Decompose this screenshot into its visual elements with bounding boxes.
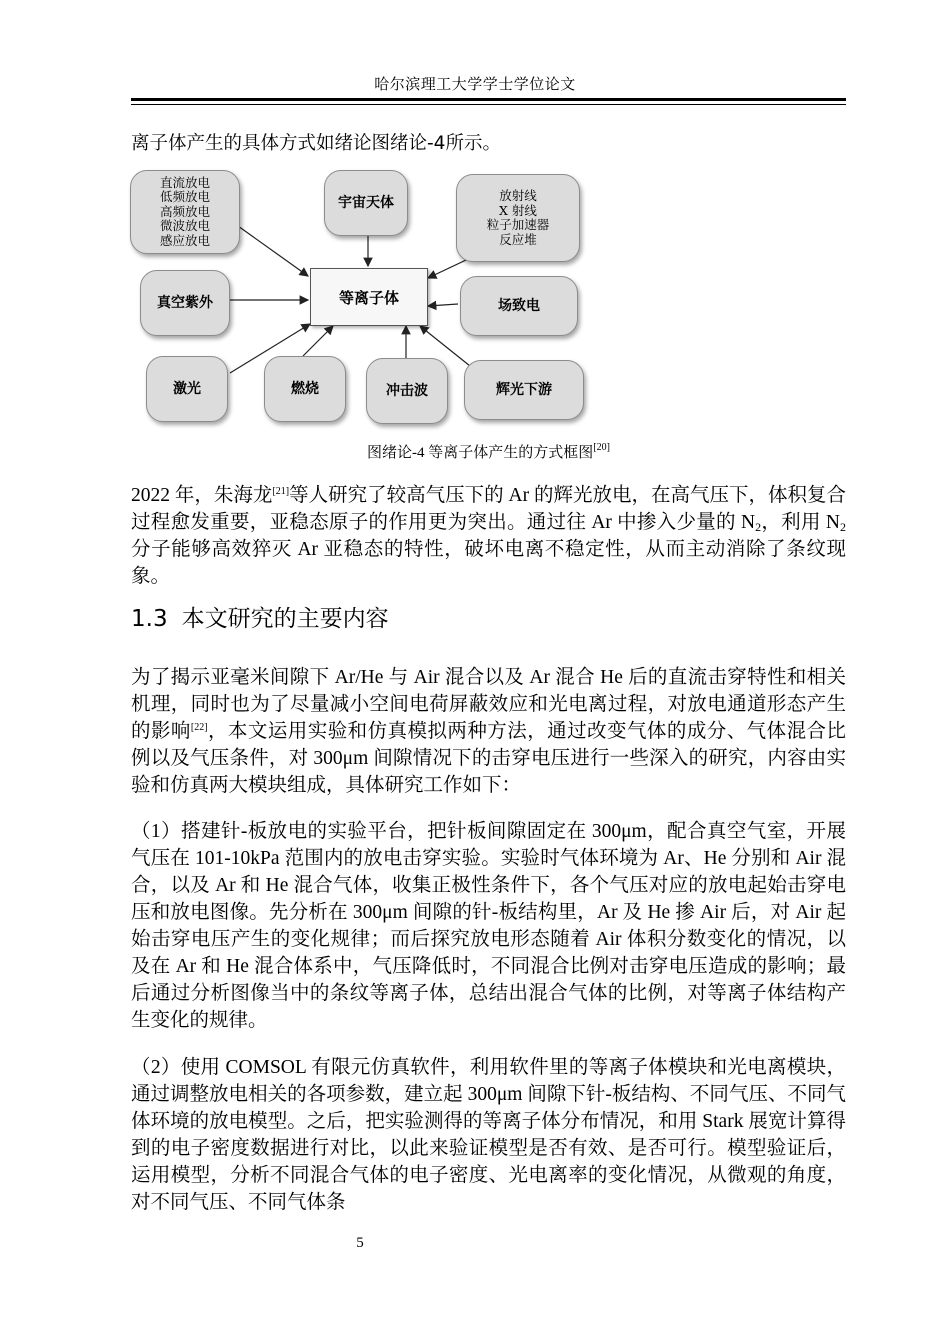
para1-text: 分子能够高效猝灭 Ar 亚稳态的特性，破坏电离不稳定性，从而主动消除了条纹现象。 bbox=[131, 539, 846, 587]
para2-text: 为了揭示亚毫米间隙下 Ar/He 与 Air 混合以及 Ar 混合 He 后的直流击穿特性和相关机理，同时也为了尽量减小空间电荷屏蔽效应和光电离过程，对放电通道形态产生的影响 bbox=[131, 667, 846, 742]
arrow-combustion bbox=[303, 326, 333, 356]
header-rule-thick bbox=[131, 98, 846, 101]
node-laser-label: 激光 bbox=[173, 381, 201, 397]
node-discharge-line: 高频放电 bbox=[159, 203, 210, 219]
node-radiation-line: 粒子加速器 bbox=[486, 217, 550, 232]
citation-ref: [21] bbox=[272, 486, 290, 497]
figure-caption-text: 图绪论-4 等离子体产生的方式框图 bbox=[367, 445, 594, 461]
para1-text: 2022 年，朱海龙 bbox=[131, 485, 273, 506]
node-radiation-line: X 射线 bbox=[499, 202, 537, 218]
node-radiation-line: 反应堆 bbox=[499, 231, 537, 247]
node-field bbox=[460, 276, 578, 336]
node-discharge-line: 感应放电 bbox=[159, 232, 210, 248]
node-combustion-label: 燃烧 bbox=[291, 381, 319, 397]
plasma-generation-diagram bbox=[128, 168, 588, 430]
figure-caption-ref: [20] bbox=[593, 442, 610, 453]
node-shockwave bbox=[366, 358, 448, 424]
node-discharge bbox=[130, 170, 240, 254]
paragraph-zhu-hailong bbox=[131, 482, 846, 590]
node-discharge-line: 微波放电 bbox=[159, 218, 210, 234]
node-radiation bbox=[456, 174, 580, 262]
node-laser bbox=[146, 356, 228, 422]
node-cosmic bbox=[324, 170, 408, 236]
node-afterglow-label: 辉光下游 bbox=[496, 382, 552, 398]
running-header: 哈尔滨理工大学学士学位论文 bbox=[374, 77, 576, 93]
section-heading bbox=[131, 600, 389, 633]
paragraph-item-2: （2）使用 COMSOL 有限元仿真软件，利用软件里的等离子体模块和光电离模块，通过调整放电相关的各项参数，建立起 300μm 间隙下针-板结构、不同气压、不同气体环境的放电模型。之后，把实验测得的等离子体分布情况，和用 Stark 展宽计算得到的电子密度数据进行对比，以此来验证模型是否有效、是否可行。模型验证后，运用模型，分析不同混合气体的电子密度、光电离率的变化情况，从微观的角度，对不同气压、不同气体条 bbox=[131, 1057, 846, 1213]
node-radiation-line: 放射线 bbox=[499, 188, 537, 203]
para1-text: 等人研究了较高气压下的 Ar 的辉光放电，在高气压下，体积复合过程愈发重要，亚稳态原子的作用更为突出。通过往 Ar 中掺入少量的 N bbox=[131, 485, 846, 533]
node-vacuum-uv bbox=[140, 270, 230, 336]
header-rule-thin bbox=[131, 104, 846, 105]
node-discharge-line: 直流放电 bbox=[159, 174, 210, 190]
arrow-field bbox=[428, 304, 458, 306]
para2-text: ，本文运用实验和仿真模拟两种方法，通过改变气体的成分、气体混合比例以及气压条件，对 300μm 间隙情况下的击穿电压进行一些深入的研究，内容由实验和仿真两大模块组成，具体研究工作如下： bbox=[131, 721, 846, 796]
subscript: 2 bbox=[755, 520, 762, 534]
figure-caption bbox=[131, 441, 846, 462]
section-title: 本文研究的主要内容 bbox=[181, 606, 389, 632]
paragraph-research-intro bbox=[131, 664, 846, 799]
section-number: 1.3 bbox=[131, 606, 168, 632]
para1-text: ，利用 N bbox=[761, 512, 840, 533]
arrow-discharge bbox=[238, 226, 308, 276]
intro-line: 离子体产生的具体方式如绪论图绪论-4所示。 bbox=[131, 133, 501, 154]
page-number: 5 bbox=[356, 1235, 364, 1251]
node-field-label: 场致电 bbox=[498, 298, 540, 314]
paragraph-item-1: （1）搭建针-板放电的实验平台，把针板间隙固定在 300μm，配合真空气室，开展气压在 101-10kPa 范围内的放电击穿实验。实验时气体环境为 Ar、He 分别和 Air 混合，以及 Ar 和 He 混合气体，收集正极性条件下，各个气压对应的放电起始击穿电压和放电图像。先分析在 300μm 间隙的针-板结构里，Ar 及 He 掺 Air 后，对 Air 起始击穿电压产生的变化规律；而后探究放电形态随着 Air 体积分数变化的情况，以及在 Ar 和 He 混合体系中，气压降低时，不同混合比例对击穿电压造成的影响；最后通过分析图像当中的条纹等离子体，总结出混合气体的比例，对等离子体结构产生变化的规律。 bbox=[131, 821, 846, 1031]
node-discharge-line: 低频放电 bbox=[159, 189, 210, 205]
node-shockwave-label: 冲击波 bbox=[386, 383, 428, 399]
node-vacuum-uv-label: 真空紫外 bbox=[157, 295, 213, 311]
subscript: 2 bbox=[840, 520, 846, 534]
node-combustion bbox=[264, 356, 346, 422]
node-afterglow bbox=[464, 360, 584, 420]
node-plasma-center: 等离子体 bbox=[310, 268, 428, 326]
node-cosmic-label: 宇宙天体 bbox=[338, 195, 394, 211]
citation-ref: [22] bbox=[190, 722, 208, 733]
